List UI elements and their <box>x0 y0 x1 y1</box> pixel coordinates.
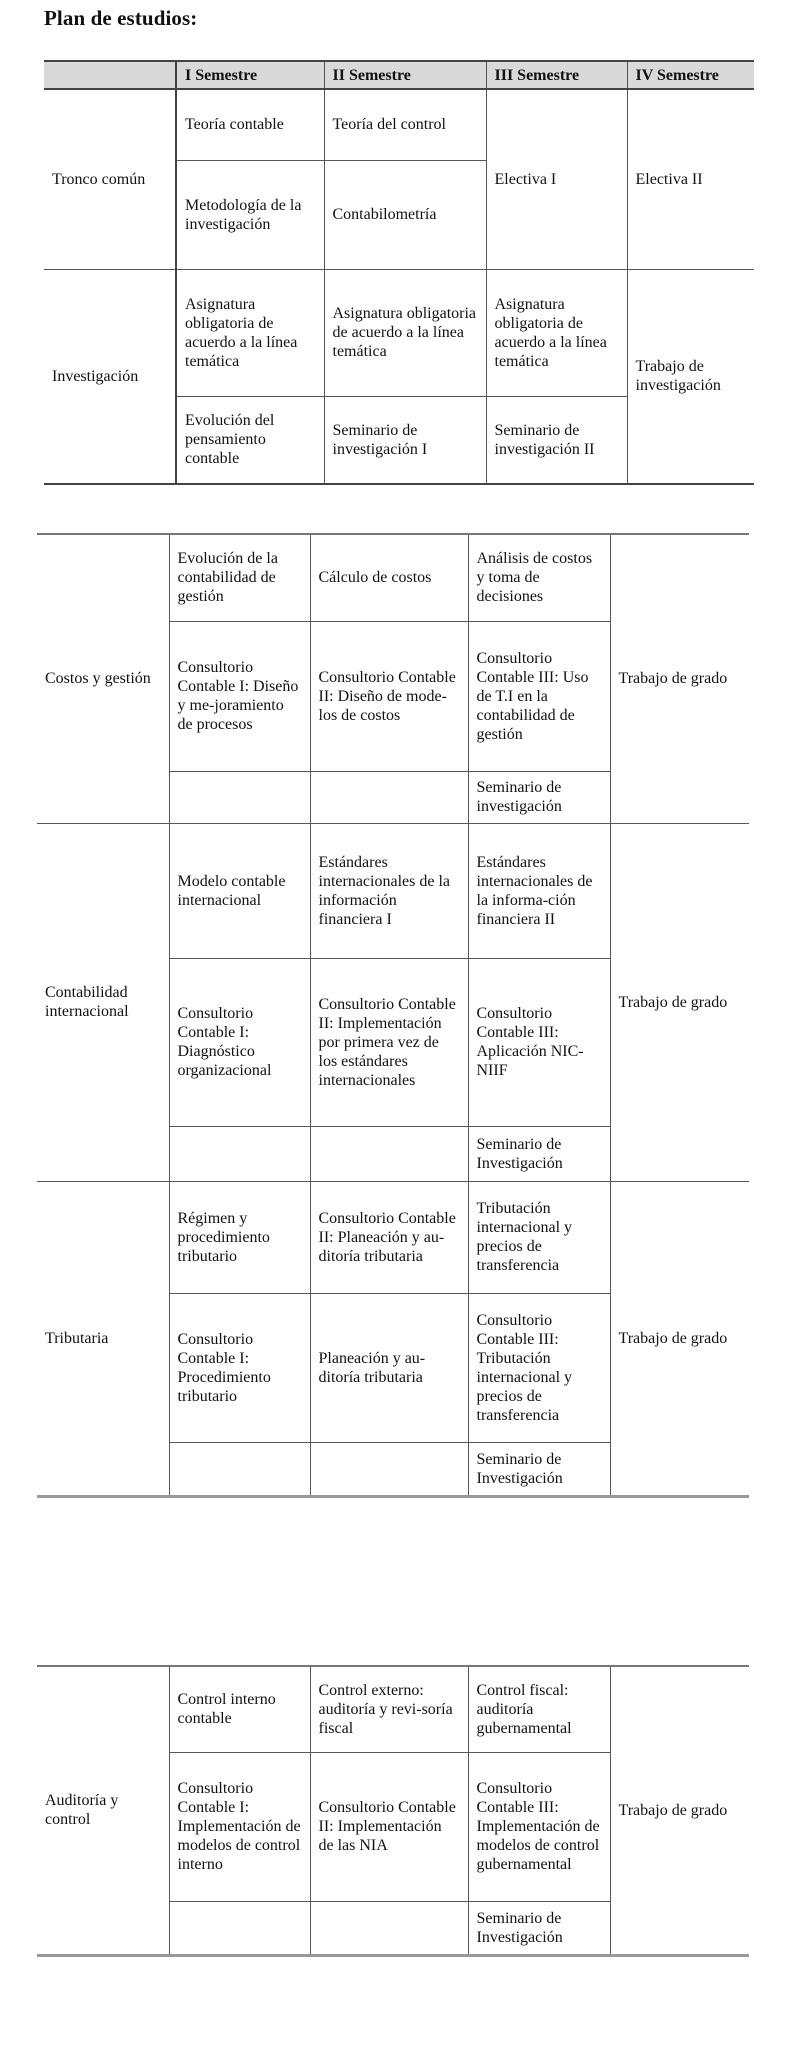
cell: Consultorio Contable I: Procedimiento tributario <box>169 1293 310 1442</box>
header-semester-2: II Semestre <box>324 61 486 89</box>
table-row <box>44 89 754 160</box>
cell: Consultorio Contable I: Implementación de modelos de control interno <box>169 1752 310 1901</box>
cell <box>310 1126 468 1181</box>
study-plan-table-3 <box>37 1665 749 1957</box>
cell: Control interno contable <box>169 1666 310 1752</box>
header-semester-1: I Semestre <box>176 61 324 89</box>
cell: Consultorio Contable III: Aplicación NIC-NIIF <box>468 958 610 1126</box>
cell: Consultorio Contable I: Diagnóstico organizacional <box>169 958 310 1126</box>
cell: Consultorio Contable III: Tributación internacional y precios de transferencia <box>468 1293 610 1442</box>
cell: Consultorio Contable III: Uso de T.I en la contabilidad de gestión <box>468 621 610 771</box>
cell: Trabajo de grado <box>610 1666 749 1955</box>
cell: Asignatura obligatoria de acuerdo a la línea temática <box>486 269 627 396</box>
row-label-tronco: Tronco común <box>52 170 146 188</box>
table-row <box>37 823 749 958</box>
cell: Trabajo de grado <box>610 1181 749 1496</box>
cell: Tributación internacional y precios de transferencia <box>468 1181 610 1293</box>
cell: Análisis de costos y toma de decisiones <box>468 534 610 621</box>
table-row <box>37 1666 749 1752</box>
header-semester-3: III Semestre <box>486 61 627 89</box>
cell: Asignatura obligatoria de acuerdo a la línea temática <box>324 269 486 396</box>
cell: Teoría contable <box>176 89 324 160</box>
header-row <box>44 61 754 89</box>
cell: Régimen y procedimiento tributario <box>169 1181 310 1293</box>
cell <box>169 1126 310 1181</box>
table-row <box>37 534 749 621</box>
header-empty <box>44 61 176 89</box>
cell <box>169 1901 310 1955</box>
cell: Modelo contable internacional <box>169 823 310 958</box>
cell: Seminario de Investigación <box>468 1126 610 1181</box>
cell: Consultorio Contable II: Planeación y au-ditoría tributaria <box>310 1181 468 1293</box>
cell <box>310 771 468 823</box>
cell: Control fiscal: auditoría gubernamental <box>468 1666 610 1752</box>
cell: Estándares internacionales de la información financiera I <box>310 823 468 958</box>
row-label-auditoria: Auditoría y control <box>45 1792 119 1829</box>
header-semester-4: IV Semestre <box>627 61 754 89</box>
cell: Estándares internacionales de la informa-ción financiera II <box>468 823 610 958</box>
cell: Electiva I <box>486 89 627 269</box>
row-label-costos: Costos y gestión <box>45 670 151 688</box>
cell: Evolución de la contabilidad de gestión <box>169 534 310 621</box>
cell: Seminario de investigación I <box>324 396 486 484</box>
cell: Consultorio Contable III: Implementación de modelos de control gubernamental <box>468 1752 610 1901</box>
row-label-tributaria: Tributaria <box>37 1181 169 1496</box>
cell: Contabilometría <box>324 160 486 269</box>
cell: Control externo: auditoría y revi-soría fiscal <box>310 1666 468 1752</box>
cell <box>169 1442 310 1496</box>
cell: Metodología de la investigación <box>176 160 324 269</box>
cell: Trabajo de investigación <box>627 269 754 484</box>
page-title: Plan de estudios: <box>44 6 198 30</box>
cell: Cálculo de costos <box>310 534 468 621</box>
cell: Consultorio Contable II: Diseño de mode-los de costos <box>310 621 468 771</box>
row-label-investigacion: Investigación <box>44 269 176 484</box>
row-label-internacional: Contabilidad internacional <box>37 823 169 1181</box>
cell: Asignatura obligatoria de acuerdo a la línea temática <box>176 269 324 396</box>
cell <box>169 771 310 823</box>
cell: Consultorio Contable I: Diseño y me-joramiento de procesos <box>169 621 310 771</box>
cell: Trabajo de grado <box>610 534 749 823</box>
cell: Electiva II <box>627 89 754 269</box>
study-plan-table-2 <box>37 533 749 1498</box>
table-row <box>44 269 754 396</box>
cell: Consultorio Contable II: Implementación de las NIA <box>310 1752 468 1901</box>
cell: Evolución del pensamiento contable <box>176 396 324 484</box>
cell: Consultorio Contable II: Implementación por primera vez de los estándares internacionales <box>310 958 468 1126</box>
cell <box>310 1901 468 1955</box>
cell: Trabajo de grado <box>610 823 749 1181</box>
cell: Seminario de Investigación <box>468 1442 610 1496</box>
study-plan-table-1 <box>44 60 754 485</box>
cell: Seminario de investigación II <box>486 396 627 484</box>
cell: Seminario de investigación <box>468 771 610 823</box>
cell: Planeación y au-ditoría tributaria <box>310 1293 468 1442</box>
table-row <box>37 1181 749 1293</box>
cell <box>310 1442 468 1496</box>
cell: Teoría del control <box>324 89 486 160</box>
cell: Seminario de Investigación <box>468 1901 610 1955</box>
